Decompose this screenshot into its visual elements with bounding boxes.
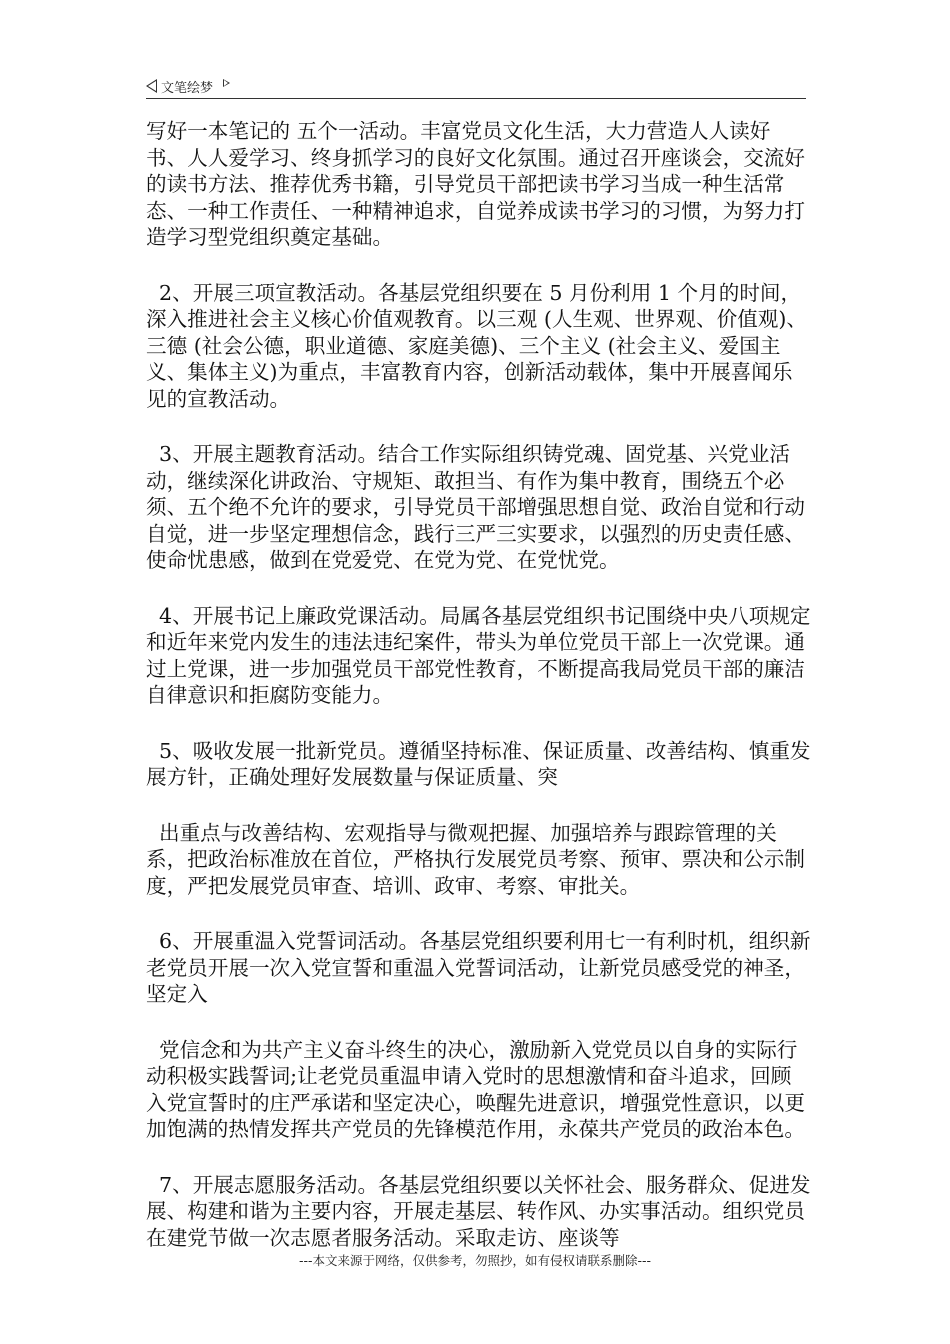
- paragraph: 2、开展三项宣教活动。各基层党组织要在 5 月份利用 1 个月的时间，深入推进社会主义核心价值观教育。以三观 (人生观、世界观、价值观)、三德 (社会公德，职业道德、家庭美德)、三个主义 (社会主义、爱国主义、集体主义)为重点，丰富教育内容，创新活动载体，集中开展喜闻乐见的宣教活动。: [146, 280, 808, 411]
- paragraph: 写好一本笔记的 五个一活动。丰富党员文化生活，大力营造人人读好书、人人爱学习、终身抓学习的良好文化氛围。通过召开座谈会，交流好的读书方法、推荐优秀书籍，引导党员干部把读书学习当成一种生活常态、一种工作责任、一种精神追求，自觉养成读书学习的习惯，为努力打造学习型党组织奠定基础。: [146, 119, 805, 249]
- paragraph: 3、开展主题教育活动。结合工作实际组织铸党魂、固党基、兴党业活动，继续深化讲政治、守规矩、敢担当、有作为集中教育，围绕五个必须、五个绝不允许的要求，引导党员干部增强思想自觉、政治自觉和行动自觉，进一步坚定理想信念，践行三严三实要求，以强烈的历史责任感、使命忧患感，做到在党爱党、在党为党、在党忧党。: [146, 442, 805, 572]
- page-footer: ---本文来源于网络，仅供参考，勿照抄，如有侵权请联系删除---: [298, 1253, 652, 1268]
- triangle-left-icon: [146, 79, 157, 93]
- paragraph: 6、开展重温入党誓词活动。各基层党组织要利用七一有利时机，组织新老党员开展一次入党宣誓和重温入党誓词活动，让新党员感受党的神圣，坚定入: [146, 929, 811, 1006]
- paragraph: 出重点与改善结构、宏观指导与微观把握、加强培养与跟踪管理的关系，把政治标准放在首位，严格执行发展党员考察、预审、票决和公示制度，严把发展党员审查、培训、政审、考察、审批关。: [146, 820, 805, 898]
- paragraph: 5、吸收发展一批新党员。遵循坚持标准、保证质量、改善结构、慎重发展方针，正确处理好发展数量与保证质量、突: [146, 738, 811, 789]
- page-header: [146, 74, 806, 98]
- header-title: 文笔绘梦: [161, 80, 214, 96]
- paragraph: 7、开展志愿服务活动。各基层党组织要以关怀社会、服务群众、促进发展、构建和谐为主要内容，开展走基层、转作风、办实事活动。组织党员在建党节做一次志愿者服务活动。采取走访、座谈等: [146, 1172, 811, 1250]
- paragraph: 党信念和为共产主义奋斗终生的决心，激励新入党党员以自身的实际行动积极实践誓词;让老党员重温申请入党时的思想激情和奋斗追求，回顾入党宣誓时的庄严承诺和坚定决心，唤醒先进意识，增强党性意识，以更加饱满的热情发挥共产党员的先锋模范作用，永葆共产党员的政治本色。: [146, 1037, 805, 1141]
- triangle-right-icon: [223, 79, 230, 87]
- header-divider: [146, 98, 806, 99]
- document-body: [146, 118, 811, 1280]
- paragraph: 4、开展书记上廉政党课活动。局属各基层党组织书记围绕中央八项规定和近年来党内发生的违法违纪案件，带头为单位党员干部上一次党课。通过上党课，进一步加强党员干部党性教育，不断提高我局党员干部的廉洁自律意识和拒腐防变能力。: [146, 603, 811, 707]
